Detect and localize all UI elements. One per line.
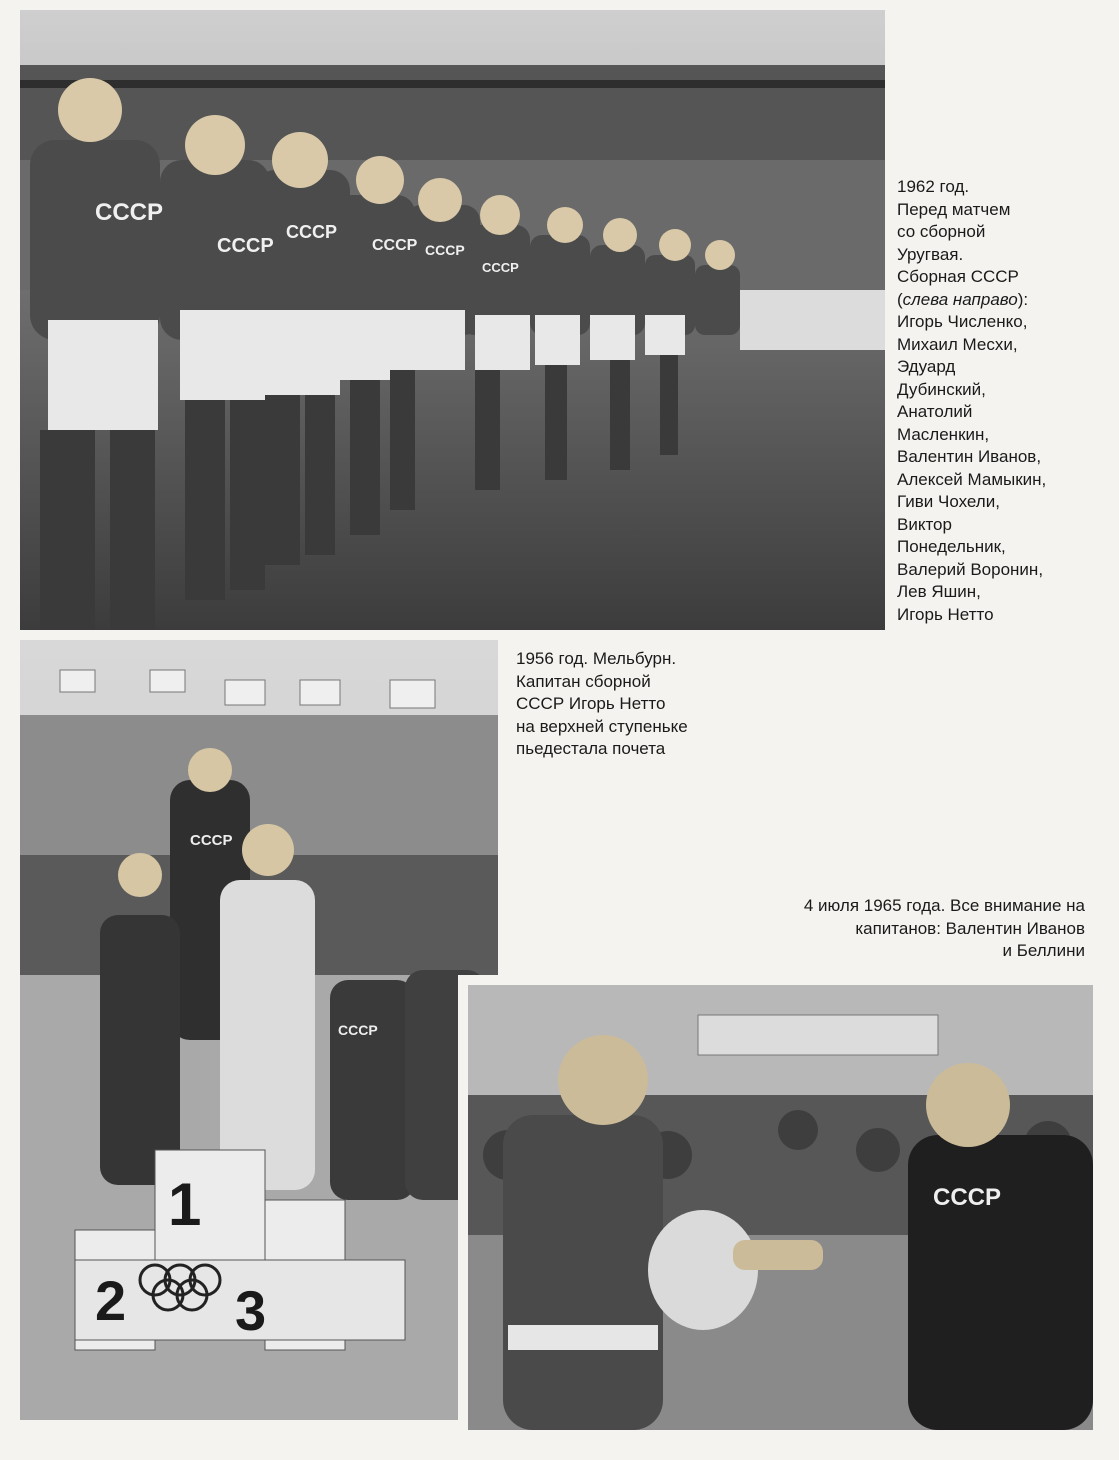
caption-1956: 1956 год. Мельбурн. Капитан сборной СССР Игорь Нетто на верхней ступеньке пьедестала почета xyxy=(516,649,688,758)
caption-names: Игорь Численко, Михаил Месхи, Эдуард Дубинский, Анатолий Масленкин, Валентин Иванов, Алексей Мамыкин, Гиви Чохели, Виктор Понедельник, Валерий Воронин, Лев Яшин, Игорь Нетто xyxy=(897,312,1047,624)
olympic-podium-photo-1956 xyxy=(20,640,498,1420)
caption-line: Перед матчем xyxy=(897,199,1011,219)
caption-paren: ): xyxy=(1017,289,1029,309)
caption-paren: ( xyxy=(897,289,903,309)
podium-number-2: 2 xyxy=(95,1269,127,1332)
team-lineup-photo-1962 xyxy=(20,10,885,630)
jersey-text: СССР xyxy=(190,832,233,849)
captains-handshake-photo-1965 xyxy=(458,975,1093,1430)
jersey-text: СССР xyxy=(286,222,338,242)
jersey-text: СССР xyxy=(372,237,418,254)
caption-line: Уругвая. xyxy=(897,244,964,264)
jersey-text: СССР xyxy=(425,242,465,258)
jersey-text: СССР xyxy=(482,260,519,275)
jersey-text: СССР xyxy=(95,199,164,226)
podium-number-3: 3 xyxy=(235,1279,267,1342)
podium-number-1: 1 xyxy=(168,1171,202,1238)
jersey-text: СССР xyxy=(217,235,274,257)
jersey-text: СССР xyxy=(933,1184,1002,1211)
caption-line: 1962 год. xyxy=(897,177,970,196)
jersey-text: СССР xyxy=(338,1022,378,1038)
caption-1962 xyxy=(897,176,1107,626)
caption-italic: слева направо xyxy=(902,289,1018,309)
caption-line: Сборная СССР xyxy=(897,267,1019,286)
caption-1965: 4 июля 1965 года. Все внимание на капитанов: Валентин Иванов и Беллини xyxy=(803,896,1085,960)
caption-line: со сборной xyxy=(897,222,986,241)
